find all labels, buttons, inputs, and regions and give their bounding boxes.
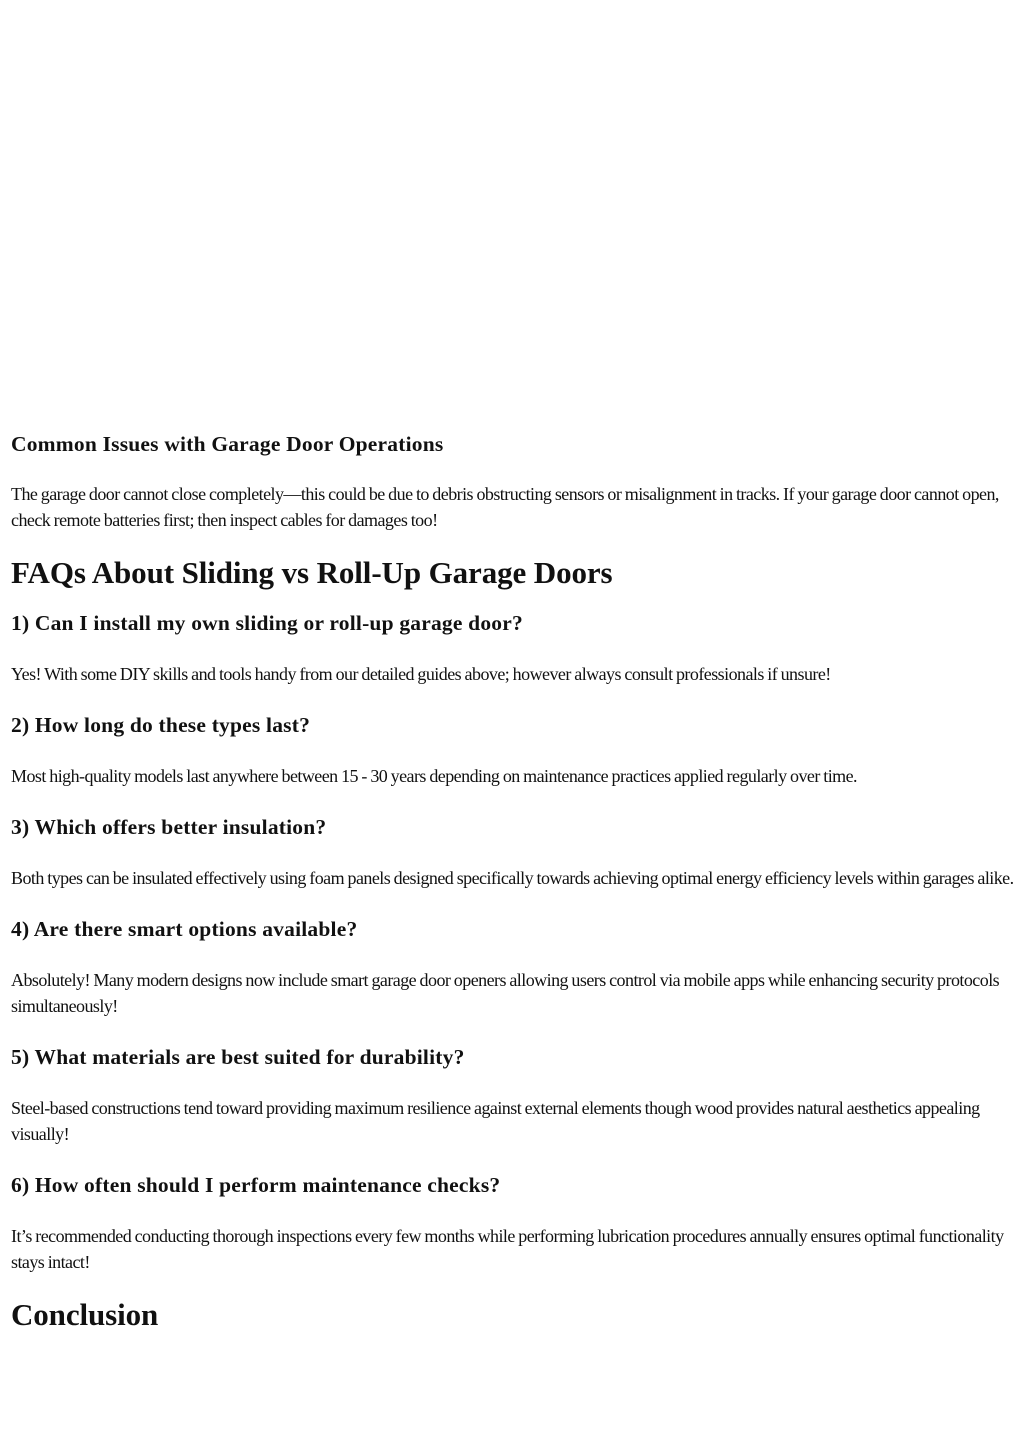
faq-answer: Both types can be insulated effectively using foam panels designed specifically towards achieving optimal energy efficiency levels within garages alike.: [11, 868, 1014, 888]
document-page: [11, 0, 1016, 1335]
faq-answer: Absolutely! Many modern designs now include smart garage door openers allowing users control via mobile apps while enhancing security protocols simultaneously!: [11, 970, 1000, 1016]
faq-item: [11, 1171, 1016, 1275]
faq-answer: Steel-based constructions tend toward providing maximum resilience against external elements though wood provides natural aesthetics appealing visually!: [11, 1098, 980, 1144]
common-issues-heading: Common Issues with Garage Door Operations: [11, 432, 444, 456]
faq-question: 5) What materials are best suited for durability?: [11, 1045, 465, 1069]
conclusion-heading: Conclusion: [11, 1297, 159, 1332]
faq-answer: It’s recommended conducting thorough inspections every few months while performing lubrication procedures annually ensures optimal functionality stays intact!: [11, 1226, 1004, 1272]
faq-question: 6) How often should I perform maintenance checks?: [11, 1173, 501, 1197]
faq-question: 1) Can I install my own sliding or roll-up garage door?: [11, 611, 523, 635]
faq-list: [11, 609, 1016, 1275]
faqs-heading: FAQs About Sliding vs Roll-Up Garage Doors: [11, 555, 613, 590]
common-issues-paragraph: The garage door cannot close completely—this could be due to debris obstructing sensors or misalignment in tracks. If your garage door cannot open, check remote batteries first; then inspect cables for damages too!: [11, 484, 999, 530]
faq-item: [11, 813, 1016, 891]
faq-item: [11, 711, 1016, 789]
faq-question: 2) How long do these types last?: [11, 713, 311, 737]
faq-answer: Most high-quality models last anywhere between 15 - 30 years depending on maintenance practices applied regularly over time.: [11, 766, 858, 786]
faq-answer: Yes! With some DIY skills and tools handy from our detailed guides above; however always consult professionals if unsure!: [11, 664, 831, 684]
blank-area: [11, 0, 1016, 430]
faq-item: [11, 1043, 1016, 1147]
faq-item: [11, 915, 1016, 1019]
faq-question: 4) Are there smart options available?: [11, 917, 358, 941]
faq-item: [11, 609, 1016, 687]
faq-question: 3) Which offers better insulation?: [11, 815, 327, 839]
